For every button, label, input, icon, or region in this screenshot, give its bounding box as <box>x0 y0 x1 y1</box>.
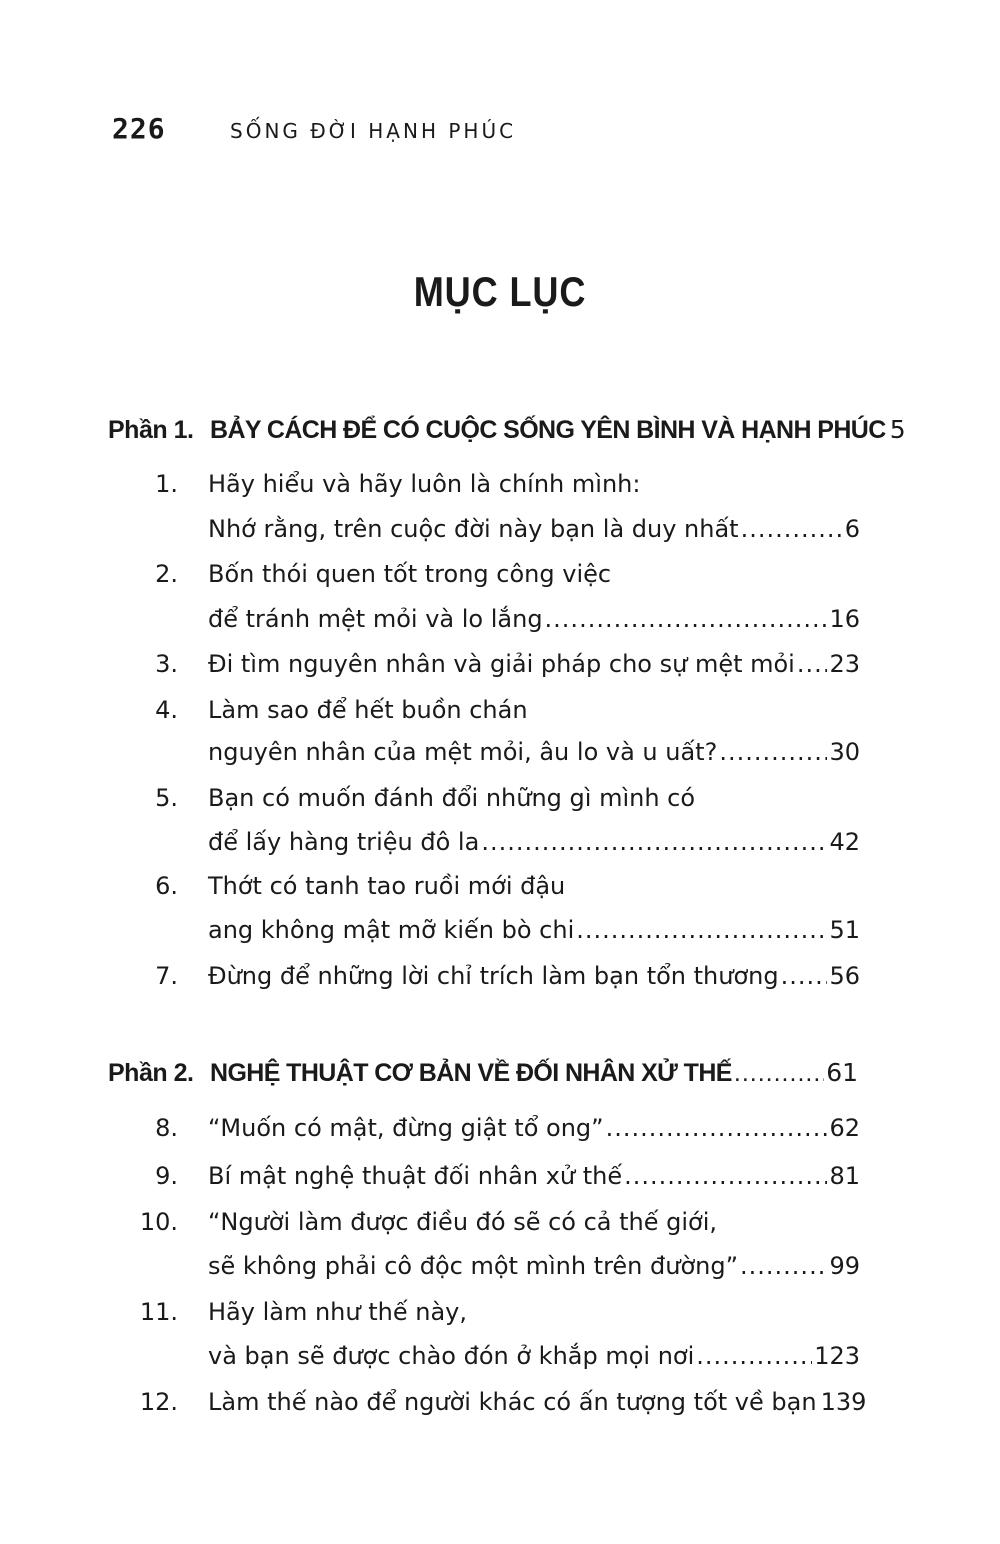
item-number: 4. <box>155 696 178 724</box>
part-page-number: 61 <box>826 1058 858 1087</box>
part-label: Phần 1. <box>108 416 194 444</box>
dot-leader <box>606 1114 828 1142</box>
page-number: 226 <box>112 112 166 145</box>
item-page-number: 16 <box>829 605 860 633</box>
item-title-line: để tránh mệt mỏi và lo lắng <box>208 605 543 633</box>
item-number: 5. <box>155 784 178 812</box>
dot-leader <box>696 1342 812 1370</box>
dot-leader <box>781 962 828 990</box>
item-title-line: nguyên nhân của mệt mỏi, âu lo và u uất? <box>208 738 718 766</box>
item-title-line: Làm thế nào để người khác có ấn tượng tốt về bạn <box>208 1388 817 1416</box>
item-line <box>208 470 860 504</box>
item-title-line: Hãy hiểu và hãy luôn là chính mình: <box>208 470 641 498</box>
item-number: 10. <box>139 1208 178 1236</box>
item-title-line: Nhớ rằng, trên cuộc đời này bạn là duy nhất <box>208 515 739 543</box>
item-line <box>208 828 860 862</box>
toc-part-2[interactable] <box>108 1058 858 1098</box>
item-number: 9. <box>155 1162 178 1190</box>
item-number: 2. <box>155 560 178 588</box>
item-page-number: 6 <box>844 515 860 543</box>
item-title-line: ang không mật mỡ kiến bò chi <box>208 916 575 944</box>
item-page-number: 139 <box>820 1388 867 1416</box>
item-line <box>208 560 860 594</box>
item-line <box>208 962 860 996</box>
item-line <box>208 515 860 549</box>
item-page-number: 99 <box>829 1252 860 1280</box>
part-title: NGHỆ THUẬT CƠ BẢN VỀ ĐỐI NHÂN XỬ THẾ <box>210 1059 732 1087</box>
item-page-number: 51 <box>829 916 860 944</box>
item-line <box>208 696 860 730</box>
item-title-line: “Người làm được điều đó sẽ có cả thế giới, <box>208 1208 718 1236</box>
item-line <box>208 1114 860 1148</box>
dot-leader <box>624 1162 827 1190</box>
item-page-number: 62 <box>829 1114 860 1142</box>
item-title-line: Đừng để những lời chỉ trích làm bạn tổn thương <box>208 962 779 990</box>
item-line <box>208 1388 867 1422</box>
item-title-line: sẽ không phải cô độc một mình trên đường” <box>208 1252 739 1280</box>
item-line <box>208 1298 860 1332</box>
part-label: Phần 2. <box>108 1059 194 1087</box>
dot-leader <box>740 1252 827 1280</box>
item-line <box>208 605 860 639</box>
item-line <box>208 1342 860 1376</box>
item-line <box>208 784 860 818</box>
toc-part-1[interactable] <box>108 415 906 455</box>
item-page-number: 23 <box>829 650 860 678</box>
item-title-line: Hãy làm như thế này, <box>208 1298 467 1326</box>
item-number: 8. <box>155 1114 178 1142</box>
toc-title: MỤC LỤC <box>413 268 587 315</box>
part-title: BẢY CÁCH ĐỂ CÓ CUỘC SỐNG YÊN BÌNH VÀ HẠNH PHÚC <box>210 416 886 444</box>
dot-leader <box>719 738 827 766</box>
item-title-line: để lấy hàng triệu đô la <box>208 828 480 856</box>
book-title: SỐNG ĐỜI HẠNH PHÚC <box>230 119 517 143</box>
item-line <box>208 916 860 950</box>
dot-leader <box>481 828 827 856</box>
item-title-line: Thớt có tanh tao ruồi mới đậu <box>208 872 566 900</box>
item-line <box>208 1162 860 1196</box>
item-page-number: 42 <box>829 828 860 856</box>
item-title-line: Đi tìm nguyên nhân và giải pháp cho sự mệt mỏi <box>208 650 795 678</box>
item-title-line: Bốn thói quen tốt trong công việc <box>208 560 612 588</box>
dot-leader <box>545 605 828 633</box>
item-title-line: Bí mật nghệ thuật đối nhân xử thế <box>208 1162 623 1190</box>
item-line <box>208 1208 860 1242</box>
item-title-line: và bạn sẽ được chào đón ở khắp mọi nơi <box>208 1342 695 1370</box>
item-page-number: 30 <box>829 738 860 766</box>
item-number: 6. <box>155 872 178 900</box>
item-line <box>208 650 860 684</box>
dot-leader <box>576 916 827 944</box>
item-title-line: Làm sao để hết buồn chán <box>208 696 528 724</box>
item-number: 11. <box>139 1298 178 1326</box>
item-line <box>208 872 860 906</box>
item-line <box>208 738 860 772</box>
item-line <box>208 1252 860 1286</box>
dot-leader <box>797 650 828 678</box>
item-number: 1. <box>155 470 178 498</box>
dot-leader <box>741 515 843 543</box>
item-number: 7. <box>155 962 178 990</box>
item-title-line: Bạn có muốn đánh đổi những gì mình có <box>208 784 696 812</box>
dot-leader <box>734 1059 824 1088</box>
item-page-number: 123 <box>814 1342 860 1370</box>
running-head <box>112 112 517 145</box>
item-page-number: 81 <box>829 1162 860 1190</box>
item-title-line: “Muốn có mật, đừng giật tổ ong” <box>208 1114 604 1142</box>
item-number: 3. <box>155 650 178 678</box>
item-number: 12. <box>139 1388 178 1416</box>
part-page-number: 5 <box>889 415 906 444</box>
item-page-number: 56 <box>829 962 860 990</box>
